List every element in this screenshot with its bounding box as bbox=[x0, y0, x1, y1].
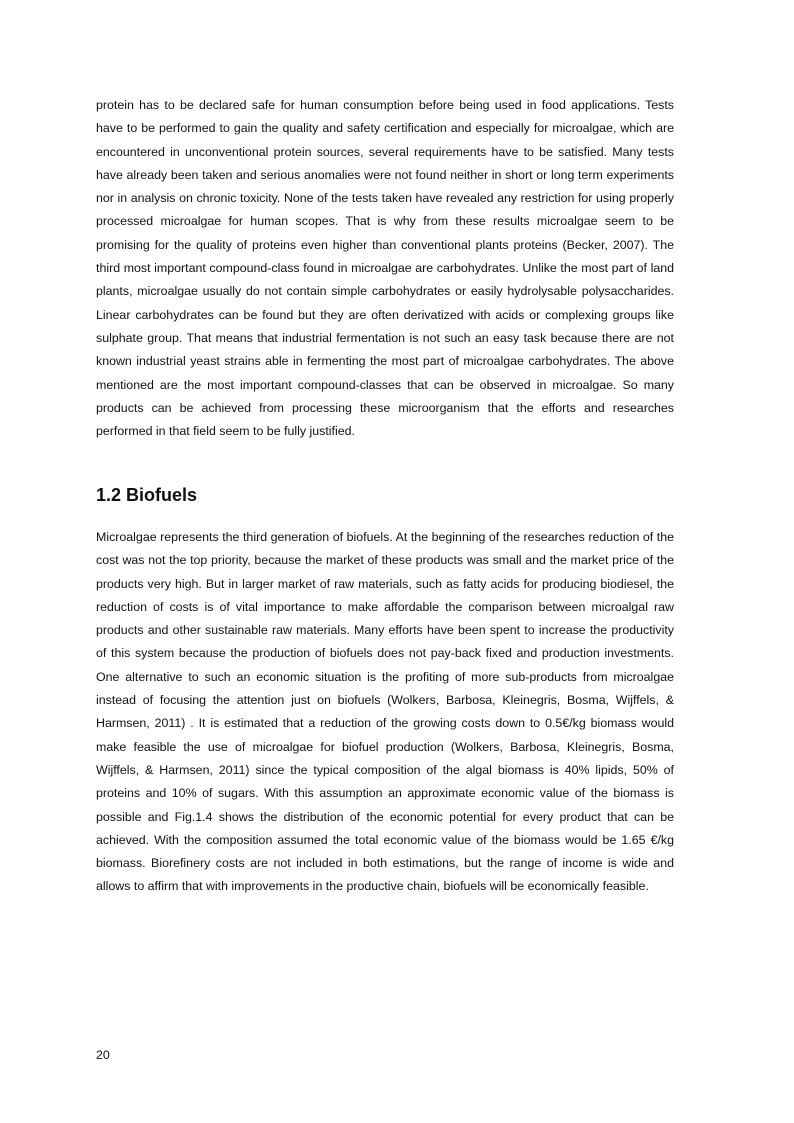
section-heading-biofuels: 1.2 Biofuels bbox=[96, 485, 198, 505]
body-paragraph-protein-carbohydrates: protein has to be declared safe for human consumption before being used in food applications. Tests have to be performed to gain the quality and safety certification and especially for microalgae, which are encountered in unconventional protein sources, several requirements have to be satisfied. Many tests have already been taken and serious anomalies were not found neither in short or long term experiments nor in analysis on chronic toxicity. None of the tests taken have revealed any restriction for using properly processed microalgae for human scopes. That is why from these results microalgae seem to be promising for the quality of proteins even higher than conventional plants proteins (Becker, 2007). The third most important compound-class found in microalgae are carbohydrates. Unlike the most part of land plants, microalgae usually do not contain simple carbohydrates or easily hydrolysable polysaccharides. Linear carbohydrates can be found but they are often derivatized with acids or complexing groups like sulphate group. That means that industrial fermentation is not such an easy task because there are not known industrial yeast strains able in fermenting the most part of microalgae carbohydrates. The above mentioned are the most important compound-classes that can be observed in microalgae. So many products can be achieved from processing these microorganism that the efforts and researches performed in that field seem to be fully justified. bbox=[96, 98, 674, 439]
body-paragraph-biofuels: Microalgae represents the third generation of biofuels. At the beginning of the researches reduction of the cost was not the top priority, because the market of these products was small and the market price of the products very high. But in larger market of raw materials, such as fatty acids for producing biodiesel, the reduction of costs is of vital importance to make affordable the comparison between microalgal raw products and other sustainable raw materials. Many efforts have been spent to increase the productivity of this system because the production of biofuels does not pay-back fixed and production investments. One alternative to such an economic situation is the profiting of more sub-products from microalgae instead of focusing the attention just on biofuels (Wolkers, Barbosa, Kleinegris, Bosma, Wijffels, & Harmsen, 2011) . It is estimated that a reduction of the growing costs down to 0.5€/kg biomass would make feasible the use of microalgae for biofuel production (Wolkers, Barbosa, Kleinegris, Bosma, Wijffels, & Harmsen, 2011) since the typical composition of the algal biomass is 40% lipids, 50% of proteins and 10% of sugars. With this assumption an approximate economic value of the biomass is possible and Fig.1.4 shows the distribution of the economic potential for every product that can be achieved. With the composition assumed the total economic value of the biomass would be 1.65 €/kg biomass. Biorefinery costs are not included in both estimations, but the range of income is wide and allows to affirm that with improvements in the productive chain, biofuels will be economically feasible. bbox=[96, 530, 674, 894]
page-number: 20 bbox=[96, 1048, 110, 1062]
